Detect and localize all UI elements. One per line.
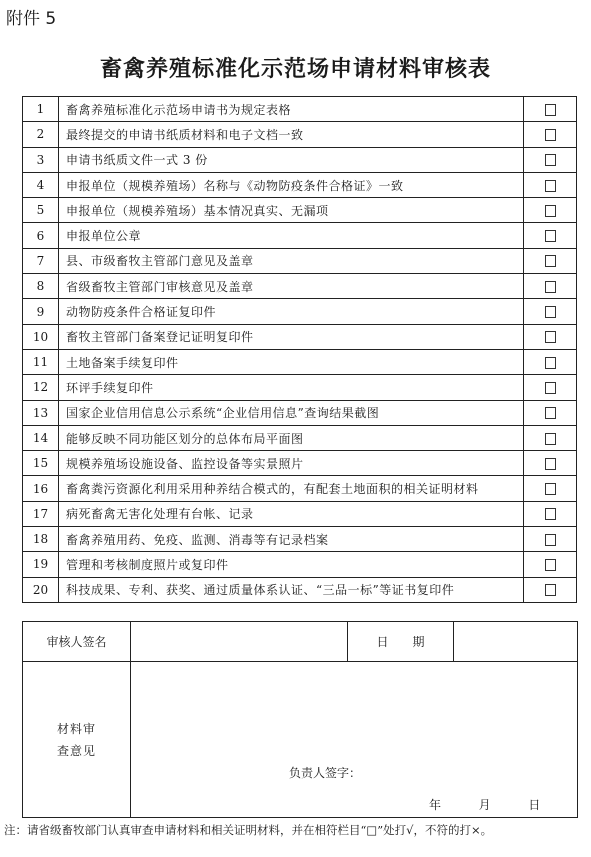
form-title: 畜禽养殖标准化示范场申请材料审核表	[99, 57, 491, 82]
item-number: 3	[23, 147, 59, 172]
checkbox-icon[interactable]	[545, 483, 556, 495]
item-text: 病死畜禽无害化处理有台帐、记录	[59, 501, 524, 526]
checklist-row	[23, 501, 577, 526]
item-checkbox-cell	[524, 299, 577, 324]
item-text: 申报单位（规模养殖场）名称与《动物防疫条件合格证》一致	[59, 172, 524, 197]
checkbox-icon[interactable]	[545, 559, 556, 571]
checklist-row	[23, 577, 577, 602]
item-number: 2	[23, 122, 59, 147]
checklist-row	[23, 451, 577, 476]
item-number: 9	[23, 299, 59, 324]
item-checkbox-cell	[524, 97, 577, 122]
item-text: 县、市级畜牧主管部门意见及盖章	[59, 248, 524, 273]
item-text: 申报单位公章	[59, 223, 524, 248]
item-number: 17	[23, 501, 59, 526]
responsible-sign-label: 负责人签字：	[289, 766, 362, 780]
checklist-row	[23, 248, 577, 273]
item-checkbox-cell	[524, 451, 577, 476]
item-text: 申报单位（规模养殖场）基本情况真实、无漏项	[59, 198, 524, 223]
item-checkbox-cell	[524, 425, 577, 450]
opinion-label-line1: 材料审	[56, 721, 96, 736]
checklist-row	[23, 299, 577, 324]
checklist-row	[23, 223, 577, 248]
item-checkbox-cell	[524, 501, 577, 526]
date-month: 月	[478, 798, 491, 812]
item-checkbox-cell	[524, 527, 577, 552]
opinion-label	[23, 662, 131, 818]
item-text: 畜禽养殖用药、免疫、监测、消毒等有记录档案	[59, 527, 524, 552]
checkbox-icon[interactable]	[545, 534, 556, 546]
checklist-row	[23, 400, 577, 425]
item-checkbox-cell	[524, 400, 577, 425]
item-number: 14	[23, 425, 59, 450]
item-text: 动物防疫条件合格证复印件	[59, 299, 524, 324]
item-number: 11	[23, 349, 59, 374]
item-number: 20	[23, 577, 59, 602]
checkbox-icon[interactable]	[545, 508, 556, 520]
item-text: 畜禽养殖标准化示范场申请书为规定表格	[59, 97, 524, 122]
item-text: 能够反映不同功能区划分的总体布局平面图	[59, 425, 524, 450]
item-checkbox-cell	[524, 198, 577, 223]
checklist-table	[22, 96, 577, 603]
item-checkbox-cell	[524, 375, 577, 400]
item-number: 18	[23, 527, 59, 552]
item-number: 7	[23, 248, 59, 273]
checkbox-icon[interactable]	[545, 230, 556, 242]
checklist-row	[23, 172, 577, 197]
item-checkbox-cell	[524, 172, 577, 197]
checklist-row	[23, 147, 577, 172]
checkbox-icon[interactable]	[545, 331, 556, 343]
item-checkbox-cell	[524, 122, 577, 147]
sign-date	[429, 796, 540, 813]
checkbox-icon[interactable]	[545, 129, 556, 141]
item-text: 畜禽粪污资源化利用采用种养结合模式的，有配套土地面积的相关证明材料	[59, 476, 524, 501]
review-table	[22, 621, 578, 818]
item-text: 省级畜牧主管部门审核意见及盖章	[59, 274, 524, 299]
item-number: 15	[23, 451, 59, 476]
item-number: 13	[23, 400, 59, 425]
checkbox-icon[interactable]	[545, 154, 556, 166]
item-number: 4	[23, 172, 59, 197]
checkbox-icon[interactable]	[545, 382, 556, 394]
opinion-row	[23, 662, 578, 818]
checkbox-icon[interactable]	[545, 255, 556, 267]
item-checkbox-cell	[524, 274, 577, 299]
item-text: 申请书纸质文件一式 3 份	[59, 147, 524, 172]
item-number: 16	[23, 476, 59, 501]
checkbox-icon[interactable]	[545, 306, 556, 318]
item-text: 科技成果、专利、获奖、通过质量体系认证、“三品一标”等证书复印件	[59, 577, 524, 602]
checklist-row	[23, 476, 577, 501]
item-checkbox-cell	[524, 476, 577, 501]
item-number: 5	[23, 198, 59, 223]
checkbox-icon[interactable]	[545, 104, 556, 116]
item-text: 土地备案手续复印件	[59, 349, 524, 374]
checkbox-icon[interactable]	[545, 205, 556, 217]
item-text: 国家企业信用信息公示系统“企业信用信息”查询结果截图	[59, 400, 524, 425]
item-text: 最终提交的申请书纸质材料和电子文档一致	[59, 122, 524, 147]
opinion-field[interactable]	[131, 662, 578, 818]
reviewer-row	[23, 622, 578, 662]
date-field[interactable]	[454, 622, 578, 662]
checkbox-icon[interactable]	[545, 584, 556, 596]
item-checkbox-cell	[524, 577, 577, 602]
date-year: 年	[429, 798, 442, 812]
item-checkbox-cell	[524, 248, 577, 273]
checklist-row	[23, 527, 577, 552]
item-checkbox-cell	[524, 349, 577, 374]
checkbox-icon[interactable]	[545, 357, 556, 369]
item-number: 6	[23, 223, 59, 248]
checkbox-icon[interactable]	[545, 433, 556, 445]
attachment-label: 附件 5	[6, 9, 57, 29]
reviewer-sign-label: 审核人签名	[23, 622, 131, 662]
item-checkbox-cell	[524, 324, 577, 349]
item-number: 12	[23, 375, 59, 400]
footnote: 注：请省级畜牧部门认真审查申请材料和相关证明材料，并在相符栏目“□”处打√，不符的打×。	[4, 823, 493, 837]
checklist-row	[23, 198, 577, 223]
item-number: 8	[23, 274, 59, 299]
checklist-row	[23, 274, 577, 299]
checkbox-icon[interactable]	[545, 407, 556, 419]
checklist-row	[23, 349, 577, 374]
checklist-row	[23, 552, 577, 577]
item-text: 管理和考核制度照片或复印件	[59, 552, 524, 577]
item-text: 环评手续复印件	[59, 375, 524, 400]
reviewer-sign-field[interactable]	[131, 622, 348, 662]
item-number: 19	[23, 552, 59, 577]
checkbox-icon[interactable]	[545, 281, 556, 293]
checklist-row	[23, 324, 577, 349]
checklist-row	[23, 425, 577, 450]
item-number: 1	[23, 97, 59, 122]
item-number: 10	[23, 324, 59, 349]
checklist-row	[23, 97, 577, 122]
checkbox-icon[interactable]	[545, 180, 556, 192]
date-label: 日 期	[348, 622, 454, 662]
item-checkbox-cell	[524, 147, 577, 172]
item-text: 规模养殖场设施设备、监控设备等实景照片	[59, 451, 524, 476]
item-checkbox-cell	[524, 552, 577, 577]
date-day: 日	[528, 798, 541, 812]
checklist-row	[23, 375, 577, 400]
checkbox-icon[interactable]	[545, 458, 556, 470]
item-text: 畜牧主管部门备案登记证明复印件	[59, 324, 524, 349]
opinion-label-line2: 查意见	[56, 743, 96, 758]
checklist-row	[23, 122, 577, 147]
item-checkbox-cell	[524, 223, 577, 248]
